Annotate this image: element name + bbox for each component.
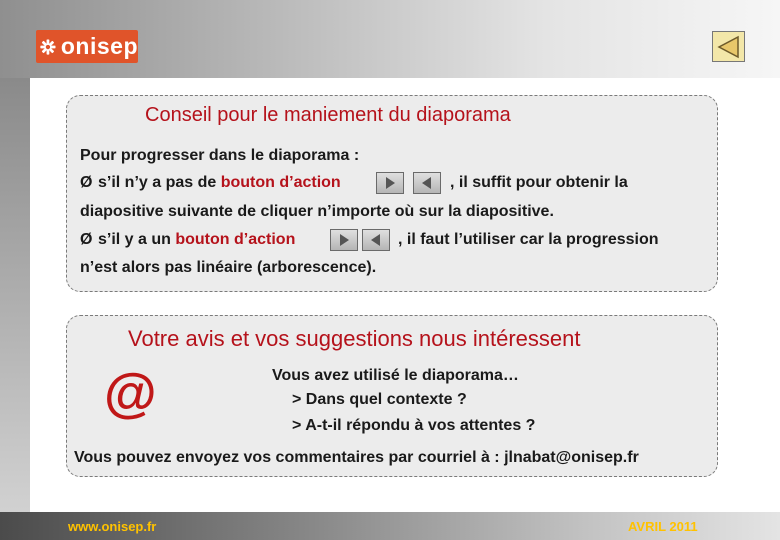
advice-item-2	[80, 231, 295, 249]
arrow-bullet-icon: Ø	[80, 174, 93, 191]
onisep-star-icon	[39, 34, 57, 60]
item2-end: , il faut l’utiliser car la progression	[398, 231, 659, 248]
left-sidebar-bar	[0, 78, 30, 540]
back-button[interactable]	[712, 31, 745, 62]
question-intro: Vous avez utilisé le diaporama…	[272, 367, 519, 384]
item1-end: , il suffit pour obtenir la	[450, 174, 628, 191]
action-button-label: bouton d’action	[175, 231, 296, 248]
item2-start: s’il y a un	[98, 231, 176, 248]
play-previous-icon	[414, 173, 440, 193]
contact-email-text[interactable]: Vous pouvez envoyez vos commentaires par courriel à : jlnabat@onisep.fr	[74, 449, 639, 466]
advice-item-1	[80, 174, 341, 192]
next-action-button[interactable]	[376, 172, 404, 194]
onisep-logo[interactable]	[36, 30, 138, 63]
back-triangle-icon	[716, 35, 742, 59]
advice-title: Conseil pour le maniement du diaporama	[145, 104, 511, 126]
action-button-label: bouton d’action	[220, 174, 341, 191]
question-expectations: > A-t-il répondu à vos attentes ?	[292, 417, 536, 434]
website-link[interactable]: www.onisep.fr	[68, 519, 157, 534]
play-next-icon	[331, 230, 357, 250]
item1-continuation: diapositive suivante de cliquer n’importe où sur la diapositive.	[80, 203, 554, 220]
play-previous-icon	[363, 230, 389, 250]
feedback-title: Votre avis et vos suggestions nous intéressent	[128, 326, 581, 351]
previous-action-button[interactable]	[413, 172, 441, 194]
next-action-button[interactable]	[330, 229, 358, 251]
item2-continuation: n’est alors pas linéaire (arborescence).	[80, 259, 377, 276]
footer-date: AVRIL 2011	[628, 519, 698, 534]
question-context: > Dans quel contexte ?	[292, 391, 467, 408]
advice-intro: Pour progresser dans le diaporama :	[80, 147, 360, 164]
item1-start: s’il n’y a pas de	[98, 174, 221, 191]
logo-text: onisep	[60, 33, 138, 59]
play-next-icon	[377, 173, 403, 193]
email-at-icon: @	[104, 363, 157, 423]
previous-action-button[interactable]	[362, 229, 390, 251]
arrow-bullet-icon: Ø	[80, 231, 93, 248]
